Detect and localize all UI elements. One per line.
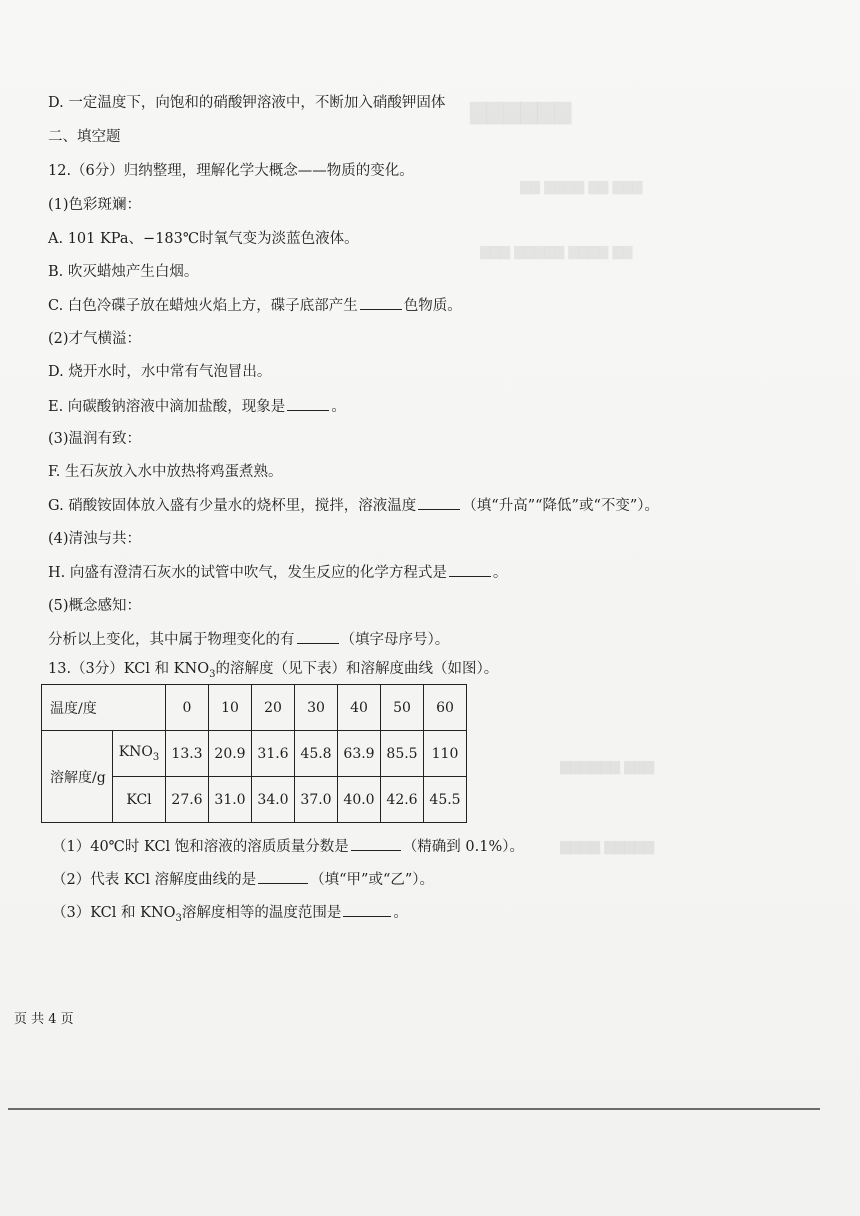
kcl-cell: 45.5 [424,777,467,823]
bleed-through-mark: ▇▇▇▇▇▇ [470,100,572,125]
kcl-cell: 27.6 [166,777,209,823]
scan-edge-line [8,1108,820,1110]
item-c-tail: 色物质。 [403,298,462,314]
kcl-cell: 42.6 [381,777,424,823]
temp-cell: 60 [424,685,467,731]
bleed-through-mark: ▇▇ ▇▇▇▇ ▇▇ ▇▇▇ [520,180,643,195]
question-13-title [48,659,498,685]
kno3-cell: 63.9 [338,731,381,777]
answer-blank-g[interactable] [418,495,460,510]
sub-question-3-text-a: （3）KCl 和 KNO [52,905,176,921]
temp-cell: 40 [338,685,381,731]
item-f: F. 生石灰放入水中放热将鸡蛋煮熟。 [48,464,283,480]
subheading-4: (4)清浊与共： [48,531,142,547]
kno3-cell: 85.5 [381,731,424,777]
q13-text-b: 的溶解度（见下表）和溶解度曲线（如图）。 [215,661,499,677]
item-e-text: E. 向碳酸钠溶液中滴加盐酸，现象是 [48,399,286,415]
item-g-tail: （填“升高”“降低”或“不变”）。 [462,498,660,514]
answer-blank-s1[interactable] [351,836,401,851]
item-c [48,295,462,316]
item-d2: D. 烧开水时，水中常有气泡冒出。 [48,364,272,380]
sub-question-2-text: （2）代表 KCl 溶解度曲线的是 [52,872,257,888]
answer-blank-s2[interactable] [258,869,308,884]
item-h-text: H. 向盛有澄清石灰水的试管中吹气，发生反应的化学方程式是 [48,565,447,581]
table-row-kno3 [42,731,467,777]
subheading-3: (3)温润有致： [48,431,142,447]
solubility-table [41,684,467,823]
item-a: A. 101 KPa、−183℃时氧气变为淡蓝色液体。 [48,231,359,247]
q13-text-a: 13.（3分）KCl 和 KNO [48,661,210,677]
subheading-1: (1)色彩斑斓： [48,197,142,213]
sub-question-1-text: （1）40℃时 KCl 饱和溶液的溶质质量分数是 [52,839,349,855]
question-12-title: 12.（6分）归纳整理，理解化学大概念——物质的变化。 [48,163,414,179]
sub-question-1-tail: （精确到 0.1%）。 [402,839,524,855]
subheading-2: (2)才气横溢： [48,331,142,347]
kcl-cell: 40.0 [338,777,381,823]
answer-blank-e[interactable] [287,396,329,411]
sub-question-3-tail: 。 [393,905,408,921]
bleed-through-mark: ▇▇▇▇ ▇▇▇▇▇ [560,840,655,855]
temp-header: 温度/度 [42,685,166,731]
item-g [48,495,659,516]
kno3-label [113,731,166,777]
kno3-cell: 31.6 [252,731,295,777]
page-footer: 页 共 4 页 [14,1012,74,1027]
answer-blank-s3[interactable] [343,902,391,917]
table-row-temperature [42,685,467,731]
kcl-cell: 31.0 [209,777,252,823]
kno3-cell: 45.8 [295,731,338,777]
bleed-through-mark: ▇▇▇▇▇▇ ▇▇▇ [560,760,655,775]
q13-subscript: 3 [209,668,216,680]
kno3-label-subscript: 3 [152,751,160,763]
temp-cell: 50 [381,685,424,731]
solubility-header: 溶解度/g [42,731,113,823]
kcl-cell: 34.0 [252,777,295,823]
kno3-cell: 110 [424,731,467,777]
sub-question-3 [52,902,408,929]
item-g-text: G. 硝酸铵固体放入盛有少量水的烧杯里，搅拌，溶液温度 [48,498,417,514]
item-e [48,396,346,417]
sub-question-3-text-b: 溶解度相等的温度范围是 [181,905,342,921]
answer-blank-analysis[interactable] [297,629,339,644]
answer-blank-h[interactable] [449,562,491,577]
kcl-cell: 37.0 [295,777,338,823]
analysis-text: 分析以上变化，其中属于物理变化的有 [48,632,295,648]
temp-cell: 20 [252,685,295,731]
option-d-line: D. 一定温度下，向饱和的硝酸钾溶液中，不断加入硝酸钾固体 [48,95,446,111]
bleed-through-mark: ▇▇▇ ▇▇▇▇▇ ▇▇▇▇ ▇▇ [480,245,633,260]
kno3-cell: 20.9 [209,731,252,777]
kno3-cell: 13.3 [166,731,209,777]
kcl-label: KCl [113,777,166,823]
item-c-text: C. 白色冷碟子放在蜡烛火焰上方，碟子底部产生 [48,298,358,314]
item-h-tail: 。 [492,565,508,581]
sub-question-1 [52,836,524,857]
temp-cell: 10 [209,685,252,731]
item-e-tail: 。 [331,399,346,415]
sub-question-2-tail: （填“甲”或“乙”）。 [310,872,435,888]
subheading-5: (5)概念感知： [48,598,142,614]
item-b: B. 吹灭蜡烛产生白烟。 [48,264,199,280]
item-h [48,562,507,583]
kno3-label-text: KNO [118,744,153,761]
temp-cell: 0 [166,685,209,731]
analysis-tail: （填字母序号）。 [340,632,450,648]
sub-question-3-subscript: 3 [175,912,182,924]
sub-question-2 [52,869,434,890]
temp-cell: 30 [295,685,338,731]
answer-blank-c[interactable] [360,295,402,310]
section-title: 二、填空题 [48,129,121,145]
analysis-line [48,629,449,650]
